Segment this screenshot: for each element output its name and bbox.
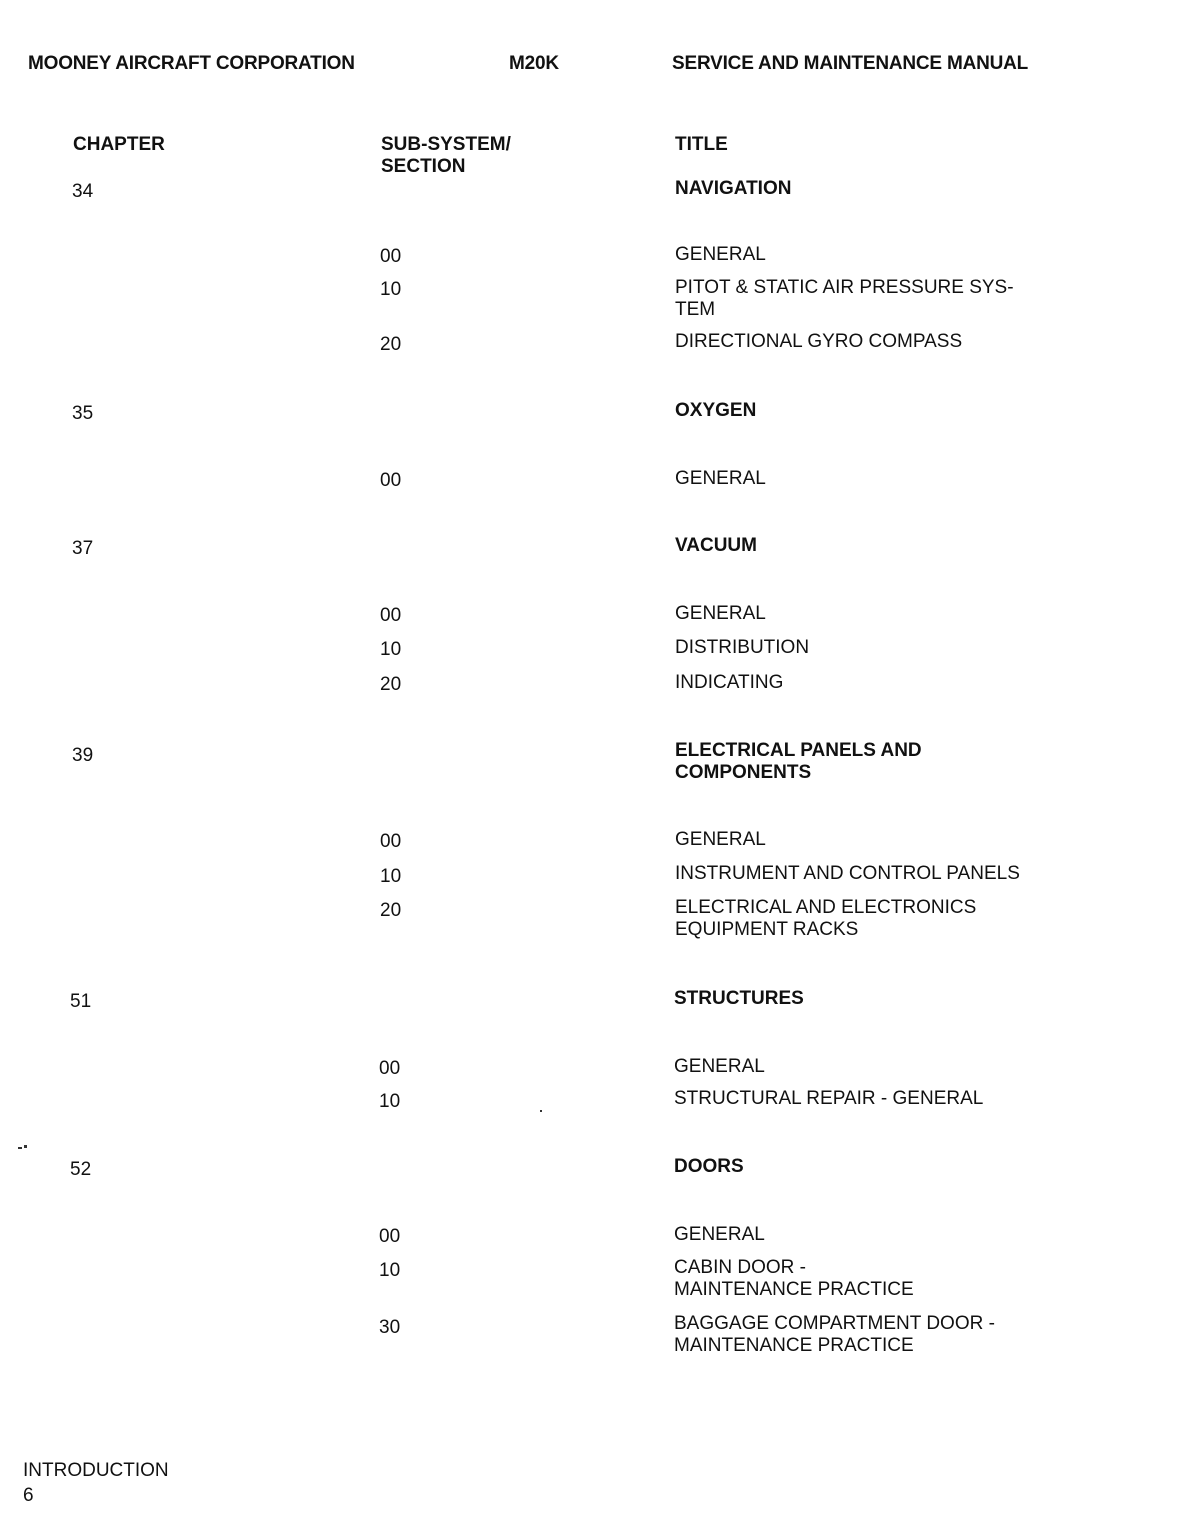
chapter-number: 39 [72, 745, 94, 766]
chapter-title [675, 740, 922, 784]
section-title [675, 277, 1014, 321]
section-title-line1: PITOT & STATIC AIR PRESSURE SYS- [675, 277, 1014, 298]
column-header-subsystem [381, 134, 511, 178]
section-code: 00 [380, 831, 402, 852]
chapter-title-line1: ELECTRICAL PANELS AND [675, 740, 922, 761]
section-title: GENERAL [674, 1224, 765, 1245]
chapter-title-line2: COMPONENTS [675, 762, 812, 783]
section-code: 10 [380, 639, 402, 660]
column-header-chapter: CHAPTER [73, 134, 165, 155]
section-title: GENERAL [674, 1056, 765, 1077]
section-title-line2: TEM [675, 299, 716, 320]
section-code: 00 [379, 1058, 401, 1079]
section-code: 30 [379, 1317, 401, 1338]
chapter-title: DOORS [674, 1156, 744, 1177]
chapter-title: OXYGEN [675, 400, 757, 421]
column-header-title: TITLE [675, 134, 728, 155]
aircraft-model: M20K [509, 53, 559, 74]
section-code: 00 [380, 470, 402, 491]
section-title [675, 897, 976, 941]
section-title-line2: MAINTENANCE PRACTICE [674, 1335, 914, 1356]
section-code: 20 [380, 900, 402, 921]
chapter-number: 37 [72, 538, 94, 559]
section-title: INSTRUMENT AND CONTROL PANELS [675, 863, 1020, 884]
page-number: 6 [23, 1485, 34, 1506]
footer-section-name: INTRODUCTION [23, 1460, 169, 1481]
chapter-title: STRUCTURES [674, 988, 804, 1009]
section-code: 00 [380, 605, 402, 626]
scan-speck [24, 1145, 27, 1148]
scan-speck [18, 1147, 22, 1149]
section-title-line2: MAINTENANCE PRACTICE [674, 1279, 914, 1300]
section-code: 00 [379, 1226, 401, 1247]
column-header-subsystem-line1: SUB-SYSTEM/ [381, 134, 511, 155]
section-title-line2: EQUIPMENT RACKS [675, 919, 859, 940]
section-title [674, 1313, 995, 1357]
manual-title: SERVICE AND MAINTENANCE MANUAL [672, 53, 1029, 74]
section-code: 10 [380, 866, 402, 887]
chapter-title: NAVIGATION [675, 178, 792, 199]
section-title: STRUCTURAL REPAIR - GENERAL [674, 1088, 984, 1109]
section-code: 10 [379, 1091, 401, 1112]
section-title: GENERAL [675, 468, 766, 489]
section-code: 10 [379, 1260, 401, 1281]
section-title [674, 1257, 914, 1301]
column-header-subsystem-line2: SECTION [381, 156, 466, 177]
chapter-title: VACUUM [675, 535, 757, 556]
section-code: 20 [380, 334, 402, 355]
section-title: GENERAL [675, 603, 766, 624]
section-title: INDICATING [675, 672, 784, 693]
chapter-number: 35 [72, 403, 94, 424]
chapter-number: 52 [70, 1159, 92, 1180]
section-code: 20 [380, 674, 402, 695]
section-title: DIRECTIONAL GYRO COMPASS [675, 331, 963, 352]
chapter-number: 34 [72, 181, 94, 202]
section-code: 00 [380, 246, 402, 267]
section-title-line1: ELECTRICAL AND ELECTRONICS [675, 897, 977, 918]
section-title: GENERAL [675, 244, 766, 265]
scan-speck [540, 1110, 542, 1112]
company-name: MOONEY AIRCRAFT CORPORATION [28, 53, 355, 74]
section-title-line1: BAGGAGE COMPARTMENT DOOR - [674, 1313, 995, 1334]
section-code: 10 [380, 279, 402, 300]
section-title: DISTRIBUTION [675, 637, 810, 658]
section-title: GENERAL [675, 829, 766, 850]
chapter-number: 51 [70, 991, 92, 1012]
section-title-line1: CABIN DOOR - [674, 1257, 806, 1278]
